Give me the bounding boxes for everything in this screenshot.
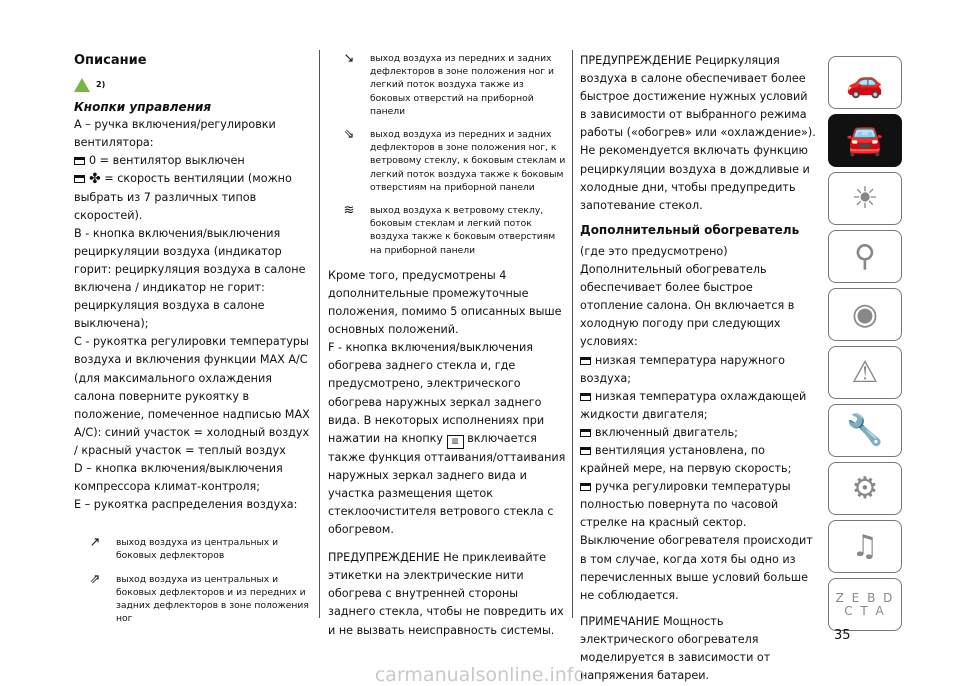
para-c: С - рукоятка регулировки температуры воздуха и включения функции MAX A/C (для максимального охлаждения салона поверните рукоятку в положение, помеченное надписью MAX A/C): синий участок = холодный воздух / красный участок = теплый воздух xyxy=(74,335,310,457)
para-heater: Дополнительный обогреватель обеспечивает более быстрое отопление салона. Он включается в холодную погоду при следующих условиях: xyxy=(580,263,795,349)
list-item xyxy=(580,388,816,424)
bullet-fan-speed xyxy=(74,170,314,224)
mode-text: выход воздуха из передних и задних дефлекторов в зоне положения ног и легкий поток воздуха также из боковых отверстий на приборной панели xyxy=(370,53,554,117)
windshield-defrost-icon: ≋ xyxy=(343,203,355,219)
condition-text: низкая температура наружного воздуха; xyxy=(580,353,785,385)
column-divider-2 xyxy=(572,50,573,618)
alphabet-index-icon: Z E B D C T A xyxy=(835,590,895,618)
para-note-power: ПРИМЕЧАНИЕ Мощность электрического обогревателя моделируется в зависимости от напряжения батареи. xyxy=(580,614,771,683)
bullet-icon xyxy=(74,157,85,165)
para-warning-recirculation: ПРЕДУПРЕЖДЕНИЕ Рециркуляция воздуха в салоне обеспечивает более быстрое достижение нужных условий в зависимости от выбранного режима работы («обогрев» или «охлаждение»). Не рекомендуется включать функцию рециркуляции воздуха в дождливые и холодные дни, чтобы предупредить запотевание стекол. xyxy=(580,54,816,212)
column-1 xyxy=(74,52,314,635)
chapter-tab-index[interactable] xyxy=(828,578,902,631)
mode-item xyxy=(338,128,566,194)
heater-heading: Дополнительный обогреватель xyxy=(580,222,800,237)
chapter-tab-dashboard[interactable] xyxy=(828,56,902,109)
chapter-tab-maintenance[interactable] xyxy=(828,404,902,457)
chapter-tab-car-info[interactable] xyxy=(828,114,902,167)
chapter-tab-emergency[interactable] xyxy=(828,346,902,399)
para-where-provided: (где это предусмотрено) xyxy=(580,244,728,258)
condition-text: низкая температура охлаждающей жидкости двигателя; xyxy=(580,389,807,421)
chapter-sidebar xyxy=(828,56,902,636)
list-item xyxy=(580,478,816,532)
page-number: 35 xyxy=(834,628,851,643)
light-message-icon: ☀ xyxy=(851,181,879,216)
bullet-fan-off-text: 0 = вентилятор выключен xyxy=(89,154,245,168)
chapter-tab-technical[interactable] xyxy=(828,462,902,515)
condition-text: включенный двигатель; xyxy=(595,425,738,439)
bullet-icon xyxy=(580,393,591,401)
wrench-car-icon: 🔧 xyxy=(846,413,884,448)
seatbelt-icon: ⚲ xyxy=(854,239,876,274)
gear-tech-icon: ⚙ xyxy=(851,471,879,506)
mode-item xyxy=(338,204,566,257)
car-dashboard-icon: 🚗 xyxy=(846,65,884,100)
air-distribution-modes-2 xyxy=(338,52,566,257)
list-item xyxy=(580,424,816,442)
mode-item xyxy=(338,52,566,118)
multimedia-icon: ♫ xyxy=(851,529,879,564)
chapter-tab-safety[interactable] xyxy=(828,230,902,283)
fan-icon: ✤ xyxy=(89,171,101,188)
section-title: Описание xyxy=(74,53,147,68)
air-distribution-modes-1 xyxy=(84,536,314,625)
chapter-tab-multimedia[interactable] xyxy=(828,520,902,573)
para-b: В - кнопка включения/выключения рециркуляции воздуха (индикатор горит: рециркуляция воздуха в салоне включена / индикатор не горит: рециркуляция воздуха в салоне выключена); xyxy=(74,226,306,331)
watermark: carmanualsonline.info xyxy=(374,664,586,686)
warning-reference xyxy=(74,74,314,96)
para-extra-positions: Кроме того, предусмотрены 4 дополнительные промежуточные положения, помимо 5 описанных выше основных положений. xyxy=(328,268,562,337)
car-info-icon: 🚘 xyxy=(846,123,884,158)
para-a: А – ручка включения/регулировки вентилятора: xyxy=(74,118,276,150)
list-item xyxy=(580,352,816,388)
heater-conditions-list xyxy=(580,352,816,533)
chapter-tab-driving[interactable] xyxy=(828,288,902,341)
list-item xyxy=(580,442,816,478)
para-e: Е – рукоятка распределения воздуха: xyxy=(74,498,298,512)
controls-subtitle: Кнопки управления xyxy=(74,100,212,115)
bullet-icon xyxy=(580,429,591,437)
bullet-icon xyxy=(580,483,591,491)
condition-text: ручка регулировки температуры полностью повернута по часовой стрелке на красный сектор. xyxy=(580,480,791,530)
column-2 xyxy=(328,52,566,640)
mode-item xyxy=(84,536,314,562)
rear-defrost-icon: ▥ xyxy=(447,435,464,449)
face-vent-icon: ↗ xyxy=(89,535,101,551)
bullet-fan-off xyxy=(74,152,314,170)
para-warning-stickers: ПРЕДУПРЕЖДЕНИЕ Не приклеивайте этикетки на электрические нити обогрева с внутренней стороны заднего стекла, чтобы не повредить их и не вызвать неисправность системы. xyxy=(328,551,564,637)
para-f-text-before: F - кнопка включения/выключения обогрева заднего стекла и, где предусмотрено, электрического обогрева наружных зеркал заднего вида. В некоторых исполнениях при нажатии на кнопку xyxy=(328,341,545,445)
face-feet-vent-icon: ⇗ xyxy=(89,571,101,587)
feet-vent-icon: ↘ xyxy=(343,51,355,66)
bullet-icon xyxy=(580,357,591,365)
para-d: D – кнопка включения/выключения компрессора климат-контроля; xyxy=(74,461,283,494)
mode-text: выход воздуха из центральных и боковых дефлекторов xyxy=(116,537,279,562)
para-f xyxy=(328,339,566,539)
mode-text: выход воздуха из передних и задних дефлекторов в зоне положения ног, к ветровому стеклу, к боковым стеклам и легкий поток воздуха также к боковым отверстиям на приборной панели xyxy=(370,129,566,193)
chapter-tab-lights[interactable] xyxy=(828,172,902,225)
warning-ref-number: 2) xyxy=(96,80,106,90)
bullet-fan-speed-text: = скорость вентиляции (можно выбрать из 7 различных типов скоростей). xyxy=(74,172,292,222)
mode-text: выход воздуха к ветровому стеклу, боковым стеклам и легкий поток воздуха также к боковым отверстиям на приборной панели xyxy=(370,205,556,256)
condition-text: вентиляция установлена, по крайней мере, на первую скорость; xyxy=(580,443,792,476)
column-3 xyxy=(580,52,816,685)
mode-item xyxy=(84,573,314,626)
para-heater-off: Выключение обогревателя происходит в том случае, когда хотя бы одно из перечисленных выше условий больше не соблюдается. xyxy=(580,534,813,602)
mode-text: выход воздуха из центральных и боковых дефлекторов и из передних и задних дефлекторов в зоне положения ног xyxy=(116,573,309,625)
steering-wheel-icon: ◉ xyxy=(851,297,879,332)
para-f-text-after: включается также функция оттаивания/оттаивания наружных зеркал заднего вида и участка размещения щеток стеклоочистителя ветрового стекла с обогревом. xyxy=(328,431,566,537)
feet-windshield-vent-icon: ⇘ xyxy=(343,127,355,143)
warning-triangle-icon xyxy=(74,78,90,92)
column-divider-1 xyxy=(319,50,320,618)
bullet-icon xyxy=(74,175,85,183)
bullet-icon xyxy=(580,447,591,455)
warning-triangle-icon: ⚠ xyxy=(851,355,879,390)
